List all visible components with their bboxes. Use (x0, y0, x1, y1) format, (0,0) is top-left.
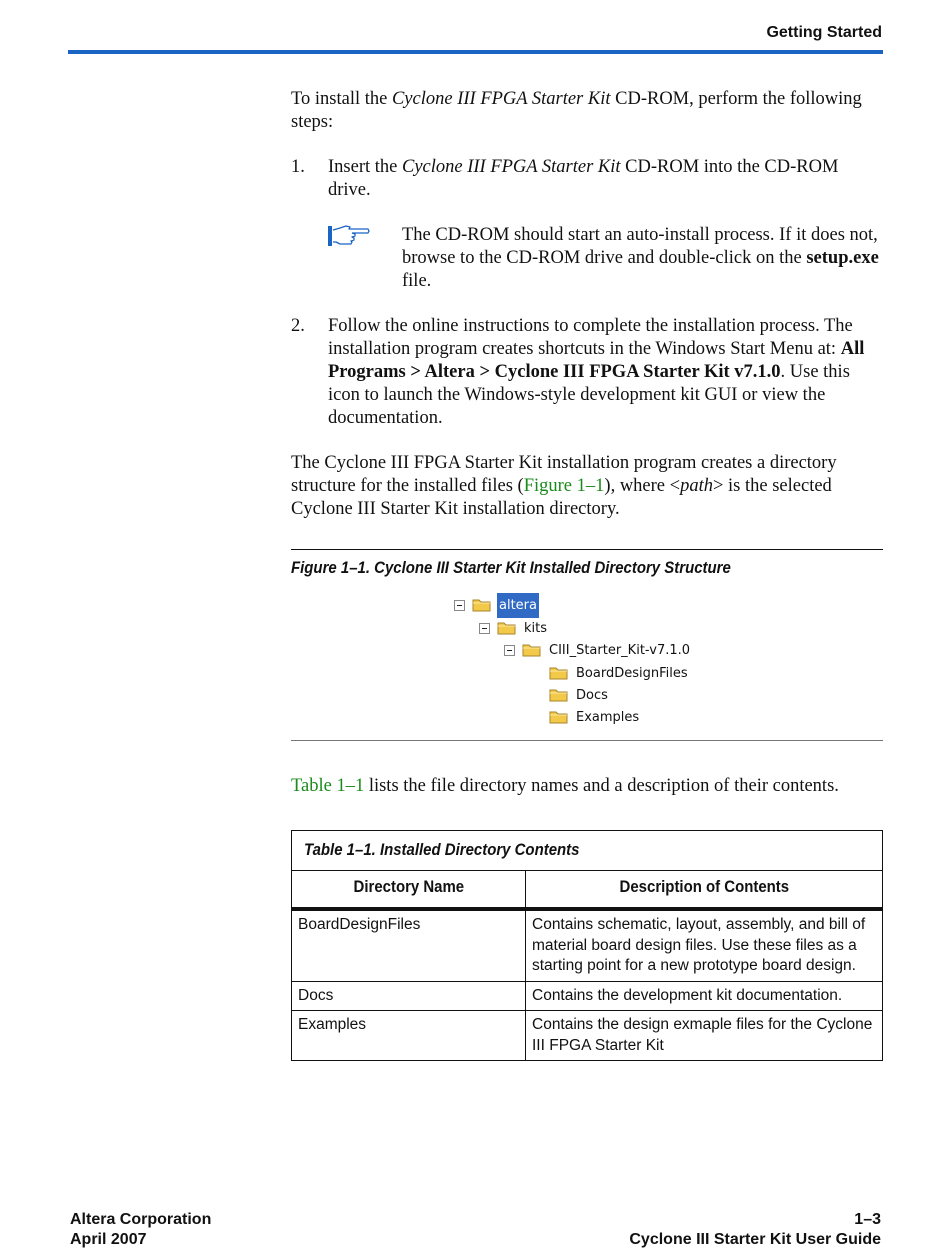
collapse-toggle-icon[interactable] (479, 623, 490, 634)
header-rule (68, 50, 883, 54)
footer-company: Altera Corporation (70, 1211, 212, 1228)
column-header-directory-name (292, 871, 526, 910)
step-2 (291, 315, 883, 430)
pointing-hand-icon (328, 224, 402, 293)
para-text: The Cyclone III FPGA Starter Kit installation program creates a directory structure for the installed files ( (291, 453, 837, 496)
folder-icon (549, 709, 574, 725)
footer-left (70, 1210, 211, 1250)
description-cell: Contains schematic, layout, assembly, and bill of material board design files. Use these files as a starting point for a new prototype board design. (526, 909, 883, 981)
table-intro-paragraph (291, 775, 883, 798)
tree-node[interactable] (549, 706, 641, 728)
para-text-end: > is the selected Cyclone III Starter Kit installation directory. (291, 476, 832, 519)
directory-name-cell: BoardDesignFiles (292, 909, 526, 981)
collapse-toggle-icon[interactable] (504, 645, 515, 656)
table-row (292, 1011, 883, 1061)
footer-right (629, 1210, 881, 1250)
start-menu-path: All Programs > Altera > Cyclone III FPGA Starter Kit v7.1.0 (328, 339, 865, 382)
path-placeholder: path (680, 476, 713, 496)
collapse-toggle-icon[interactable] (454, 600, 465, 611)
tree-node[interactable] (479, 617, 549, 639)
figure-directory-structure (291, 549, 883, 741)
step-product-name: Cyclone III FPGA Starter Kit (401, 157, 621, 177)
folder-icon (549, 687, 574, 703)
main-content (291, 88, 883, 1061)
page-header-title: Getting Started (766, 24, 882, 41)
step-text-end: CD-ROM into the CD-ROM drive. (328, 157, 839, 200)
description-cell: Contains the design exmaple files for the Cyclone III FPGA Starter Kit (526, 1011, 883, 1061)
folder-icon (497, 620, 522, 636)
step-text-end: . Use this icon to launch the Windows-style development kit GUI or view the documentation. (328, 362, 850, 428)
para-text: ), where < (604, 476, 681, 496)
directory-tree (291, 550, 883, 740)
table-caption: Table 1–1. Installed Directory Contents (304, 840, 580, 859)
table-row (292, 909, 883, 981)
directory-paragraph (291, 452, 883, 521)
table-row (292, 981, 883, 1011)
description-cell: Contains the development kit documentation. (526, 981, 883, 1011)
folder-icon (549, 665, 574, 681)
note-text: The CD-ROM should start an auto-install process. If it does not, browse to the CD-ROM drive and double-click on the (402, 225, 878, 268)
table-caption-cell (292, 831, 883, 871)
step-text: Follow the online instructions to complete the installation process. The installation program creates shortcuts in the Windows Start Menu at: (328, 316, 853, 359)
footer-guide-title: Cyclone III Starter Kit User Guide (629, 1231, 881, 1248)
tree-node-label: Docs (576, 687, 608, 703)
tree-node-label: kits (524, 620, 548, 636)
tree-node-label: BoardDesignFiles (576, 665, 688, 681)
note-text-end: file. (402, 271, 432, 291)
tree-node[interactable] (549, 662, 690, 684)
intro-text: To install the (291, 89, 392, 109)
step-text: Insert the (328, 157, 402, 177)
column-header-description (526, 871, 883, 910)
tree-node[interactable] (549, 684, 610, 706)
step-number: 1. (291, 157, 305, 177)
folder-icon (472, 597, 497, 613)
intro-paragraph (291, 88, 883, 134)
step-number: 2. (291, 316, 305, 336)
figure-link[interactable]: Figure 1–1 (523, 476, 605, 496)
intro-text-end: CD-ROM, perform the following steps: (291, 89, 862, 132)
install-steps (291, 156, 883, 430)
column-header-label: Description of Contents (619, 877, 789, 896)
directory-name-cell: Docs (292, 981, 526, 1011)
footer-page-number: 1–3 (854, 1211, 881, 1228)
tree-node-label: altera (497, 593, 539, 618)
table-link[interactable]: Table 1–1 (291, 776, 365, 796)
note-callout (328, 224, 883, 293)
directory-name-cell: Examples (292, 1011, 526, 1061)
tree-node-label: Examples (576, 709, 640, 725)
footer-date: April 2007 (70, 1231, 147, 1248)
intro-product-name: Cyclone III FPGA Starter Kit (391, 89, 611, 109)
para-text: lists the file directory names and a description of their contents. (364, 776, 839, 796)
setup-exe-filename: setup.exe (806, 248, 879, 268)
tree-node[interactable] (454, 594, 539, 616)
folder-icon (522, 642, 547, 658)
figure-caption: Figure 1–1. Cyclone III Starter Kit Installed Directory Structure (291, 558, 731, 577)
step-1 (291, 156, 883, 293)
tree-node-label: CIII_Starter_Kit-v7.1.0 (549, 642, 691, 658)
tree-node[interactable] (504, 639, 692, 661)
directory-contents-table (291, 830, 883, 1061)
column-header-label: Directory Name (353, 877, 464, 896)
